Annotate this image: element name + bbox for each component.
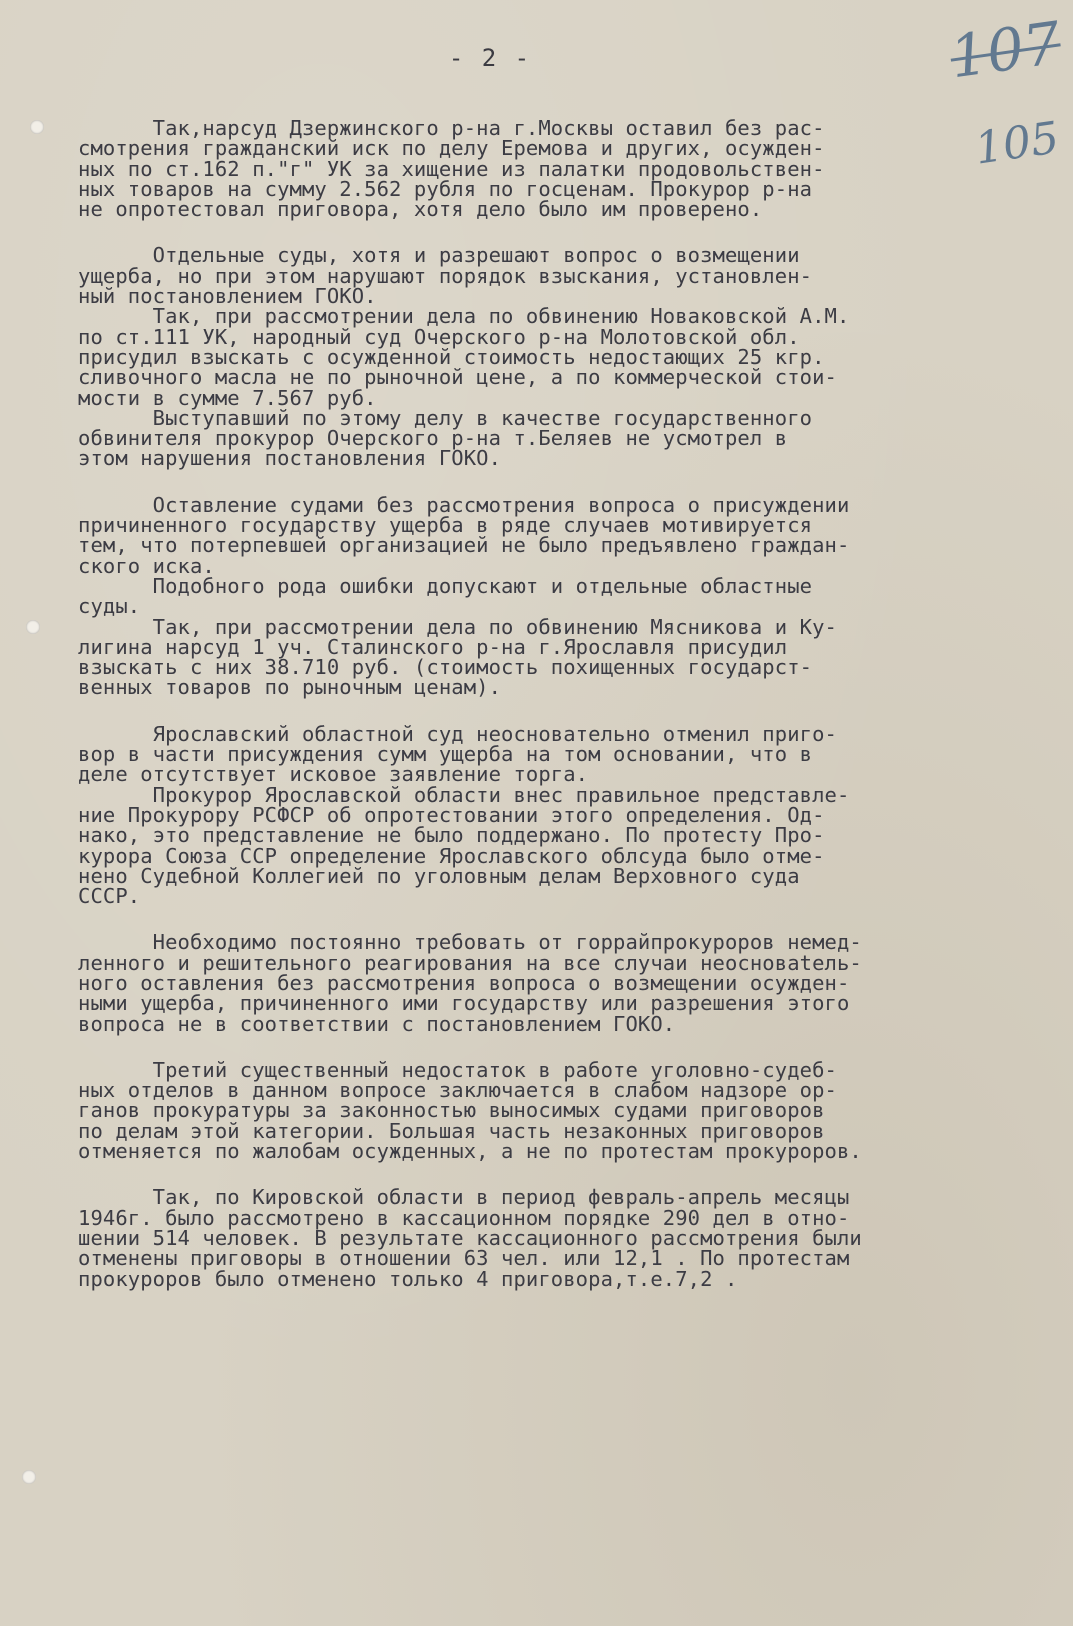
paragraph xyxy=(78,614,988,700)
text-line: шении 514 человек. В результате кассационного рассмотрения были xyxy=(78,1225,862,1250)
paragraph xyxy=(78,243,988,309)
text-line: ного оставления без рассмотрения вопроса о возмещении осужден- xyxy=(78,970,850,995)
text-line: ущерба, но при этом нарушают порядок взыскания, установлен- xyxy=(78,263,813,288)
paragraph xyxy=(78,116,988,222)
punch-hole xyxy=(30,120,44,134)
document-body xyxy=(78,118,988,1289)
text-line: курора Союза ССР определение Ярославского облсуда было отме- xyxy=(78,843,825,868)
text-line: ганов прокуратуры за законностью выносимых судами приговоров xyxy=(78,1098,825,1123)
paragraph xyxy=(78,930,988,1036)
text-line: венных товаров по рыночным ценам). xyxy=(78,675,502,700)
text-line: мости в сумме 7.567 руб. xyxy=(78,385,377,410)
text-line: Подобного рода ошибки допускают и отдельные областные xyxy=(78,573,813,598)
text-line: этом нарушения постановления ГОКО. xyxy=(78,446,502,471)
paragraph xyxy=(78,721,988,787)
text-line: деле отсутствует исковое заявление торга. xyxy=(78,762,589,787)
paragraph xyxy=(78,1057,988,1164)
text-line: по делам этой категории. Большая часть незаконных приговоров xyxy=(78,1118,825,1143)
text-line: Так, по Кировской области в период февраль-апрель месяцы xyxy=(78,1185,850,1210)
text-line: сливочного масла не по рыночной цене, а по коммерческой стои- xyxy=(78,365,837,390)
paragraph-gap xyxy=(78,698,988,724)
text-line: Ярославский областной суд неосновательно отменил приго- xyxy=(78,721,837,746)
archive-folio-mark: 107 xyxy=(945,8,1065,92)
text-line: Третий существенный недостаток в работе уголовно-судеб- xyxy=(78,1057,837,1082)
text-line: Так, при рассмотрении дела по обвинению Новаковской А.М. xyxy=(78,304,850,329)
text-line: ных отделов в данном вопросе заключается в слабом надзоре ор- xyxy=(78,1078,837,1103)
text-line: присудил взыскать с осужденной стоимость недостающих 25 кгр. xyxy=(78,344,825,369)
paragraph xyxy=(78,304,988,410)
text-line: причиненного государству ущерба в ряде случаев мотивируется xyxy=(78,513,813,538)
text-line: прокуроров было отменено только 4 приговора,т.е.7,2 . xyxy=(78,1266,738,1291)
paragraph-gap xyxy=(78,469,988,495)
text-line: Так, при рассмотрении дела по обвинению Мясникова и Ку- xyxy=(78,614,837,639)
text-line: ными ущерба, причиненного ими государству или разрешения этого xyxy=(78,991,850,1016)
text-line: обвинителя прокурор Очерского р-на т.Беляев не усмотрел в xyxy=(78,426,788,451)
paragraph-gap xyxy=(78,1161,988,1187)
text-line: ный постановлением ГОКО. xyxy=(78,284,377,309)
paragraph-gap xyxy=(78,906,988,932)
text-line: Необходимо постоянно требовать от горрайпрокуроров немед- xyxy=(78,930,862,955)
text-line: суды. xyxy=(78,594,141,619)
paragraph xyxy=(78,492,988,578)
text-line: ленного и решительного реагирования на все случаи неосновatель- xyxy=(78,950,862,975)
paragraph xyxy=(78,782,988,909)
text-line: Отдельные суды, хотя и разрешают вопрос о возмещении xyxy=(78,243,800,268)
punch-hole xyxy=(22,1470,36,1484)
text-line: нако, это представление не было поддержано. По протесту Про- xyxy=(78,823,825,848)
text-line: Так,нарсуд Дзержинского р-на г.Москвы оставил без рас- xyxy=(78,116,825,140)
text-line: отменены приговоры в отношении 63 чел. или 12,1 . По протестам xyxy=(78,1246,850,1271)
text-line: нено Судебной Коллегией по уголовным делам Верховного суда xyxy=(78,863,800,888)
punch-hole xyxy=(26,620,40,634)
text-line: тем, что потерпевшей организацией не было предъявлено граждан- xyxy=(78,533,850,558)
paragraph xyxy=(78,573,988,619)
text-line: не опротестовал приговора, хотя дело было им проверено. xyxy=(78,197,763,222)
archive-folio-mark: 105 xyxy=(971,112,1063,175)
text-line: вор в части присуждения сумм ущерба на том основании, что в xyxy=(78,742,813,767)
text-line: ние Прокурору РСФСР об опротестовании этого определения. Од- xyxy=(78,802,825,827)
text-line: Прокурор Ярославской области внес правильное представле- xyxy=(78,782,850,807)
text-line: Оставление судами без рассмотрения вопроса о присуждении xyxy=(78,492,850,517)
text-line: ского иска. xyxy=(78,553,215,578)
paragraph xyxy=(78,405,988,471)
text-line: Выступавший по этому делу в качестве государственного xyxy=(78,405,813,430)
text-line: СССР. xyxy=(78,884,141,909)
text-line: 1946г. было рассмотрено в кассационном порядке 290 дел в отно- xyxy=(78,1205,850,1230)
text-line: отменяется по жалобам осужденных, а не по протестам прокуроров. xyxy=(78,1139,862,1164)
text-line: по ст.111 УК, народный суд Очерского р-на Молотовской обл. xyxy=(78,324,800,349)
text-line: взыскать с них 38.710 руб. (стоимость похищенных государст- xyxy=(78,655,813,680)
paragraph-gap xyxy=(78,219,988,245)
text-line: лигина нарсуд 1 уч. Сталинского р-на г.Ярославля присудил xyxy=(78,634,788,659)
paragraph xyxy=(78,1185,988,1291)
paragraph-gap xyxy=(78,1034,988,1060)
text-line: вопроса не в соответствии с постановлением ГОКО. xyxy=(78,1011,676,1036)
text-line: ных товаров на сумму 2.562 рубля по госценам. Прокурор р-на xyxy=(78,176,813,201)
text-line: смотрения гражданский иск по делу Еремова и других, осужден- xyxy=(78,136,825,161)
page-number: - 2 - xyxy=(448,44,532,72)
text-line: ных по ст.162 п."г" УК за хищение из палатки продовольствен- xyxy=(78,156,825,181)
